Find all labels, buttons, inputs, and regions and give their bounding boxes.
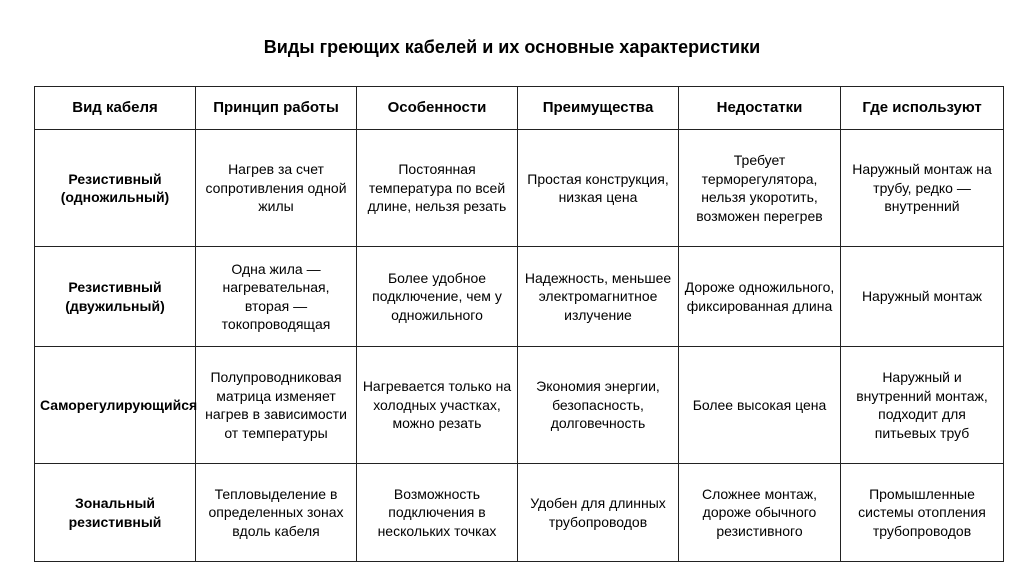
- cell-features: Возможность подключения в нескольких точках: [357, 464, 518, 562]
- cell-cable-type: Резистивный (двужильный): [35, 247, 196, 347]
- cell-features: Постоянная температура по всей длине, нельзя резать: [357, 130, 518, 247]
- table-row: [35, 347, 1004, 464]
- cell-disadvantages: Дороже одножильного, фиксированная длина: [679, 247, 841, 347]
- cell-usage: Промышленные системы отопления трубопроводов: [841, 464, 1004, 562]
- cell-disadvantages: Требует терморегулятора, нельзя укоротить, возможен перегрев: [679, 130, 841, 247]
- cell-usage: Наружный и внутренний монтаж, подходит для питьевых труб: [841, 347, 1004, 464]
- cell-advantages: Экономия энергии, безопасность, долговечность: [518, 347, 679, 464]
- header-usage: Где используют: [841, 87, 1004, 130]
- cell-cable-type: Зональный резистивный: [35, 464, 196, 562]
- cell-features: Нагревается только на холодных участках, можно резать: [357, 347, 518, 464]
- cell-cable-type: Саморегулирующийся: [35, 347, 196, 464]
- cell-advantages: Удобен для длинных трубопроводов: [518, 464, 679, 562]
- cell-principle: Нагрев за счет сопротивления одной жилы: [196, 130, 357, 247]
- cable-types-table: [34, 86, 1004, 562]
- cell-principle: Полупроводниковая матрица изменяет нагрев в зависимости от температуры: [196, 347, 357, 464]
- header-cable-type: Вид кабеля: [35, 87, 196, 130]
- cell-principle: Тепловыделение в определенных зонах вдоль кабеля: [196, 464, 357, 562]
- header-principle: Принцип работы: [196, 87, 357, 130]
- cell-features: Более удобное подключение, чем у одножильного: [357, 247, 518, 347]
- table-row: [35, 464, 1004, 562]
- table-row: [35, 247, 1004, 347]
- header-advantages: Преимущества: [518, 87, 679, 130]
- table-row: [35, 130, 1004, 247]
- cell-advantages: Надежность, меньшее электромагнитное излучение: [518, 247, 679, 347]
- header-features: Особенности: [357, 87, 518, 130]
- cell-disadvantages: Более высокая цена: [679, 347, 841, 464]
- cell-usage: Наружный монтаж: [841, 247, 1004, 347]
- header-disadvantages: Недостатки: [679, 87, 841, 130]
- header-row: [35, 87, 1004, 130]
- page-title: Виды греющих кабелей и их основные характеристики: [263, 37, 761, 57]
- cell-cable-type: Резистивный (одножильный): [35, 130, 196, 247]
- cell-principle: Одна жила — нагревательная, вторая — токопроводящая: [196, 247, 357, 347]
- cell-disadvantages: Сложнее монтаж, дороже обычного резистивного: [679, 464, 841, 562]
- cell-advantages: Простая конструкция, низкая цена: [518, 130, 679, 247]
- cell-usage: Наружный монтаж на трубу, редко — внутренний: [841, 130, 1004, 247]
